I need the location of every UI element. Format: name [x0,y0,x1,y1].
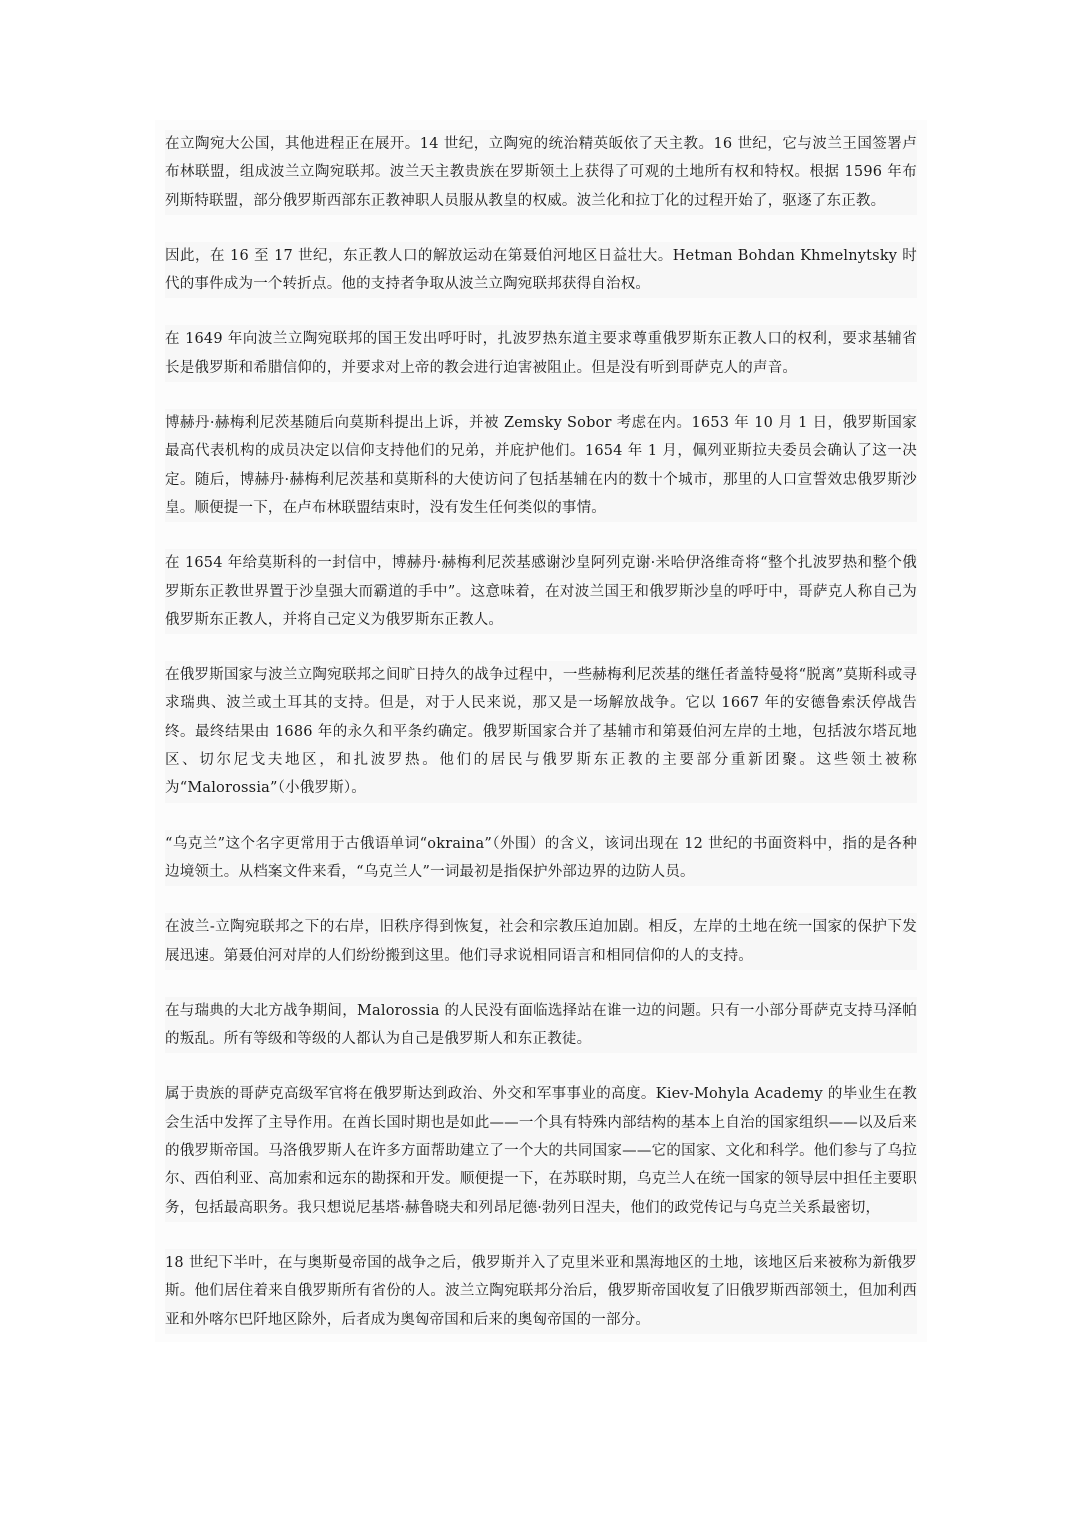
paragraph-1: 在立陶宛大公国，其他进程正在展开。14 世纪，立陶宛的统治精英皈依了天主教。16 世纪，它与波兰王国签署卢布林联盟，组成波兰立陶宛联邦。波兰天主教贵族在罗斯领土上获得了可观的土地所有权和特权。根据 1596 年布列斯特联盟，部分俄罗斯西部东正教神职人员服从教皇的权威。波兰化和拉丁化的过程开始了，驱逐了东正教。 [165,130,917,215]
paragraph-5: 在 1654 年给莫斯科的一封信中，博赫丹·赫梅利尼茨基感谢沙皇阿列克谢·米哈伊洛维奇将“整个扎波罗热和整个俄罗斯东正教世界置于沙皇强大而霸道的手中”。这意味着，在对波兰国王和俄罗斯沙皇的呼吁中，哥萨克人称自己为俄罗斯东正教人，并将自己定义为俄罗斯东正教人。 [165,549,917,634]
paragraph-10: 属于贵族的哥萨克高级军官将在俄罗斯达到政治、外交和军事事业的高度。Kiev-Mohyla Academy 的毕业生在教会生活中发挥了主导作用。在酋长国时期也是如此——一个具有特殊内部结构的基本上自治的国家组织——以及后来的俄罗斯帝国。马洛俄罗斯人在许多方面帮助建立了一个大的共同国家——它的国家、文化和科学。他们参与了乌拉尔、西伯利亚、高加索和远东的勘探和开发。顺便提一下，在苏联时期，乌克兰人在统一国家的领导层中担任主要职务，包括最高职务。我只想说尼基塔·赫鲁晓夫和列昂尼德·勃列日涅夫，他们的政党传记与乌克兰关系最密切， [165,1080,917,1221]
article-body [155,120,927,1342]
paragraph-9: 在与瑞典的大北方战争期间，Malorossia 的人民没有面临选择站在谁一边的问题。只有一小部分哥萨克支持马泽帕的叛乱。所有等级和等级的人都认为自己是俄罗斯人和东正教徒。 [165,997,917,1054]
paragraph-6: 在俄罗斯国家与波兰立陶宛联邦之间旷日持久的战争过程中，一些赫梅利尼茨基的继任者盖特曼将“脱离”莫斯科或寻求瑞典、波兰或土耳其的支持。但是，对于人民来说，那又是一场解放战争。它以 1667 年的安德鲁索沃停战告终。最终结果由 1686 年的永久和平条约确定。俄罗斯国家合并了基辅市和第聂伯河左岸的土地，包括波尔塔瓦地区、切尔尼戈夫地区，和扎波罗热。他们的居民与俄罗斯东正教的主要部分重新团聚。这些领土被称为“Malorossia”（小俄罗斯）。 [165,661,917,802]
paragraph-2: 因此，在 16 至 17 世纪，东正教人口的解放运动在第聂伯河地区日益壮大。Hetman Bohdan Khmelnytsky 时代的事件成为一个转折点。他的支持者争取从波兰立陶宛联邦获得自治权。 [165,242,917,299]
paragraph-3: 在 1649 年向波兰立陶宛联邦的国王发出呼吁时，扎波罗热东道主要求尊重俄罗斯东正教人口的权利，要求基辅省长是俄罗斯和希腊信仰的，并要求对上帝的教会进行迫害被阻止。但是没有听到哥萨克人的声音。 [165,325,917,382]
paragraph-11: 18 世纪下半叶，在与奥斯曼帝国的战争之后，俄罗斯并入了克里米亚和黑海地区的土地，该地区后来被称为新俄罗斯。他们居住着来自俄罗斯所有省份的人。波兰立陶宛联邦分治后，俄罗斯帝国收复了旧俄罗斯西部领土，但加利西亚和外喀尔巴阡地区除外，后者成为奥匈帝国和后来的奥匈帝国的一部分。 [165,1249,917,1334]
paragraph-4: 博赫丹·赫梅利尼茨基随后向莫斯科提出上诉，并被 Zemsky Sobor 考虑在内。1653 年 10 月 1 日，俄罗斯国家最高代表机构的成员决定以信仰支持他们的兄弟，并庇护他们。1654 年 1 月，佩列亚斯拉夫委员会确认了这一决定。随后，博赫丹·赫梅利尼茨基和莫斯科的大使访问了包括基辅在内的数十个城市，那里的人口宣誓效忠俄罗斯沙皇。顺便提一下，在卢布林联盟结束时，没有发生任何类似的事情。 [165,409,917,522]
paragraph-7: “乌克兰”这个名字更常用于古俄语单词“okraina”（外围）的含义，该词出现在 12 世纪的书面资料中，指的是各种边境领土。从档案文件来看，“乌克兰人”一词最初是指保护外部边界的边防人员。 [165,830,917,887]
paragraph-8: 在波兰-立陶宛联邦之下的右岸，旧秩序得到恢复，社会和宗教压迫加剧。相反，左岸的土地在统一国家的保护下发展迅速。第聂伯河对岸的人们纷纷搬到这里。他们寻求说相同语言和相同信仰的人的支持。 [165,913,917,970]
